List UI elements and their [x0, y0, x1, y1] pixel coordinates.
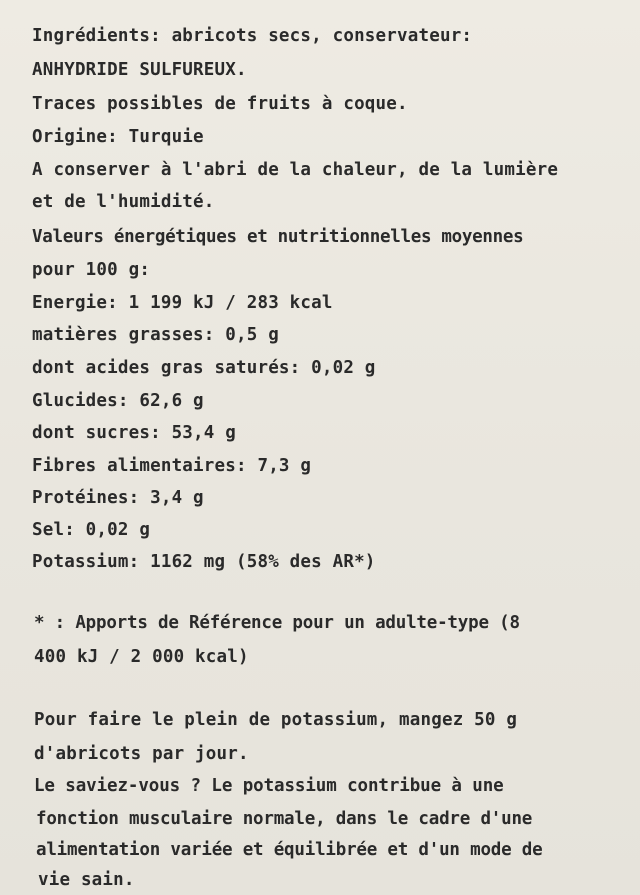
ingredients-allergen: ANHYDRIDE SULFUREUX. [32, 60, 247, 80]
nutrition-row-fibre: Fibres alimentaires: 7,3 g [32, 456, 312, 476]
nutrition-row-energy: Energie: 1 199 kJ / 283 kcal [32, 293, 333, 313]
origin-text: Origine: Turquie [32, 127, 204, 147]
fact-text: Le saviez-vous ? Le potassium contribue à une [34, 776, 504, 796]
storage-text-cont: et de l'humidité. [32, 192, 215, 212]
nutrition-heading-cont: pour 100 g: [32, 260, 151, 280]
fact-text-cont-1: fonction musculaire normale, dans le cadre d'une [36, 809, 533, 829]
nutrition-row-sugars: dont sucres: 53,4 g [32, 423, 236, 443]
tip-text-cont: d'abricots par jour. [34, 744, 249, 764]
nutrition-row-potassium: Potassium: 1162 mg (58% des AR*) [32, 552, 376, 572]
traces-text: Traces possibles de fruits à coque. [32, 94, 408, 114]
nutrition-heading: Valeurs énergétiques et nutritionnelles moyennes [32, 227, 524, 247]
footnote-text: * : Apports de Référence pour un adulte-type (8 [34, 613, 520, 633]
footnote-text-cont: 400 kJ / 2 000 kcal) [34, 647, 249, 667]
nutrition-row-salt: Sel: 0,02 g [32, 520, 151, 540]
nutrition-row-saturated-fat: dont acides gras saturés: 0,02 g [32, 358, 376, 378]
fact-text-cont-3: vie sain. [38, 870, 135, 890]
storage-text: A conserver à l'abri de la chaleur, de la lumière [32, 160, 559, 180]
nutrition-row-fat: matières grasses: 0,5 g [32, 325, 279, 345]
tip-text: Pour faire le plein de potassium, mangez 50 g [34, 710, 518, 730]
nutrition-row-protein: Protéines: 3,4 g [32, 488, 204, 508]
ingredients-text: Ingrédients: abricots secs, conservateur: [32, 26, 473, 46]
fact-text-cont-2: alimentation variée et équilibrée et d'un mode de [36, 840, 543, 860]
nutrition-row-carbohydrates: Glucides: 62,6 g [32, 391, 204, 411]
